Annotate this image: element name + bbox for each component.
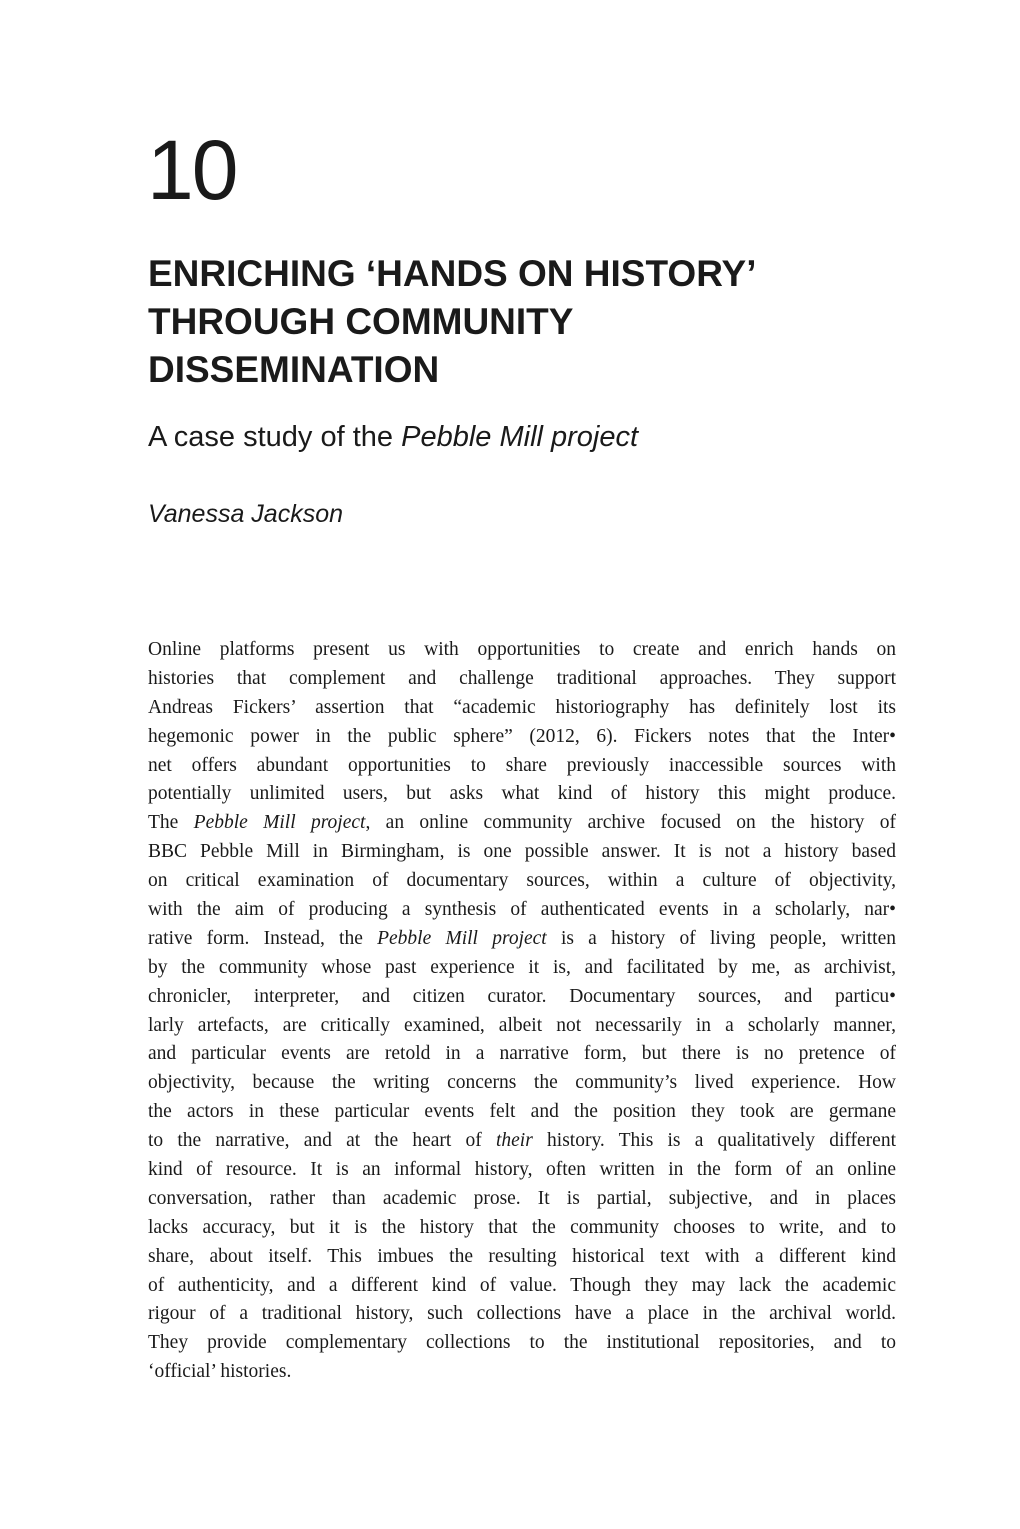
body-text-segment: Andreas Fickers’ assertion that “academic historiography has definitely lost its [148,696,896,718]
body-text-segment: potentially unlimited users, but asks what kind of history this might produce. [148,783,896,805]
body-line [148,1300,896,1329]
body-text-segment: lacks accuracy, but it is the history that the community chooses to write, and to [148,1216,896,1238]
body-line [148,983,896,1012]
body-text-segment: conversation, rather than academic prose. It is partial, subjective, and in places [148,1187,896,1209]
body-line [148,694,896,723]
body-text-segment: net offers abundant opportunities to share previously inaccessible sources with [148,754,896,776]
subtitle-italic-title: Pebble Mill project [401,421,639,453]
chapter-title-line: DISSEMINATION [148,349,440,390]
body-text-segment: history. This is a qualitatively different [532,1130,896,1152]
body-text-segment: rigour of a traditional history, such collections have a place in the archival world. [148,1303,896,1325]
body-line [148,1127,896,1156]
body-line [148,1329,896,1358]
body-text-segment: to the narrative, and at the heart of [148,1130,496,1152]
body-line [148,636,896,665]
body-line [148,954,896,983]
body-text-segment: with the aim of producing a synthesis of authenticated events in a scholarly, nar• [148,899,896,921]
body-line [148,809,896,838]
body-text-segment: , an online community archive focused on the history of [365,812,896,834]
body-text-segment: is a history of living people, written [546,927,896,949]
body-italic-text: their [495,1130,533,1152]
body-line [148,1214,896,1243]
subtitle-text: A case study of the [148,421,402,453]
chapter-number: 10 [147,123,237,217]
body-line [148,780,896,809]
body-paragraph [148,636,896,1387]
body-text-segment: objectivity, because the writing concerns the community’s lived experience. How [148,1072,896,1094]
body-text-segment: Online platforms present us with opportunities to create and enrich hands on [148,639,896,660]
body-line [148,838,896,867]
body-line [148,1272,896,1301]
body-line [148,867,896,896]
body-text-segment: BBC Pebble Mill in Birmingham, is one possible answer. It is not a history based [148,841,896,863]
author-name: Vanessa Jackson [148,500,344,528]
body-text-segment: histories that complement and challenge traditional approaches. They support [148,667,896,689]
body-text-segment: ‘official’ histories. [148,1361,292,1383]
body-text-segment: kind of resource. It is an informal history, often written in the form of an online [148,1159,896,1181]
body-text-segment: of authenticity, and a different kind of value. Though they may lack the academic [148,1274,896,1296]
chapter-title-line: THROUGH COMMUNITY [148,301,574,342]
body-text-segment: by the community whose past experience it is, and facilitated by me, as archivist, [148,956,896,978]
body-text-segment: the actors in these particular events felt and the position they took are germane [148,1101,896,1123]
body-text-segment: and particular events are retold in a narrative form, but there is no pretence of [148,1043,896,1065]
body-line [148,1358,896,1387]
body-line [148,1069,896,1098]
body-text-segment: share, about itself. This imbues the resulting historical text with a different kind [148,1245,896,1267]
body-text-segment: The [148,812,194,834]
body-text-segment: rative form. Instead, the [148,927,378,949]
body-line [148,665,896,694]
body-line [148,1098,896,1127]
body-text-segment: hegemonic power in the public sphere” (2012, 6). Fickers notes that the Inter• [148,725,896,747]
body-line [148,925,896,954]
body-line [148,1012,896,1041]
body-text-segment: chronicler, interpreter, and citizen curator. Documentary sources, and particu• [148,985,896,1007]
chapter-subtitle [148,417,638,457]
body-text-segment: larly artefacts, are critically examined, albeit not necessarily in a scholarly manner, [148,1014,896,1036]
body-line [148,1040,896,1069]
chapter-title [148,250,888,394]
body-line [148,752,896,781]
body-line [148,723,896,752]
body-italic-text: Pebble Mill project [193,812,366,834]
body-italic-text: Pebble Mill project [377,927,547,949]
chapter-title-line: ENRICHING ‘HANDS ON HISTORY’ [148,253,757,294]
body-line [148,1185,896,1214]
body-text-segment: They provide complementary collections to the institutional repositories, and to [148,1332,896,1354]
body-line [148,896,896,925]
body-line [148,1156,896,1185]
body-text-segment: on critical examination of documentary sources, within a culture of objectivity, [148,870,896,892]
body-line [148,1243,896,1272]
